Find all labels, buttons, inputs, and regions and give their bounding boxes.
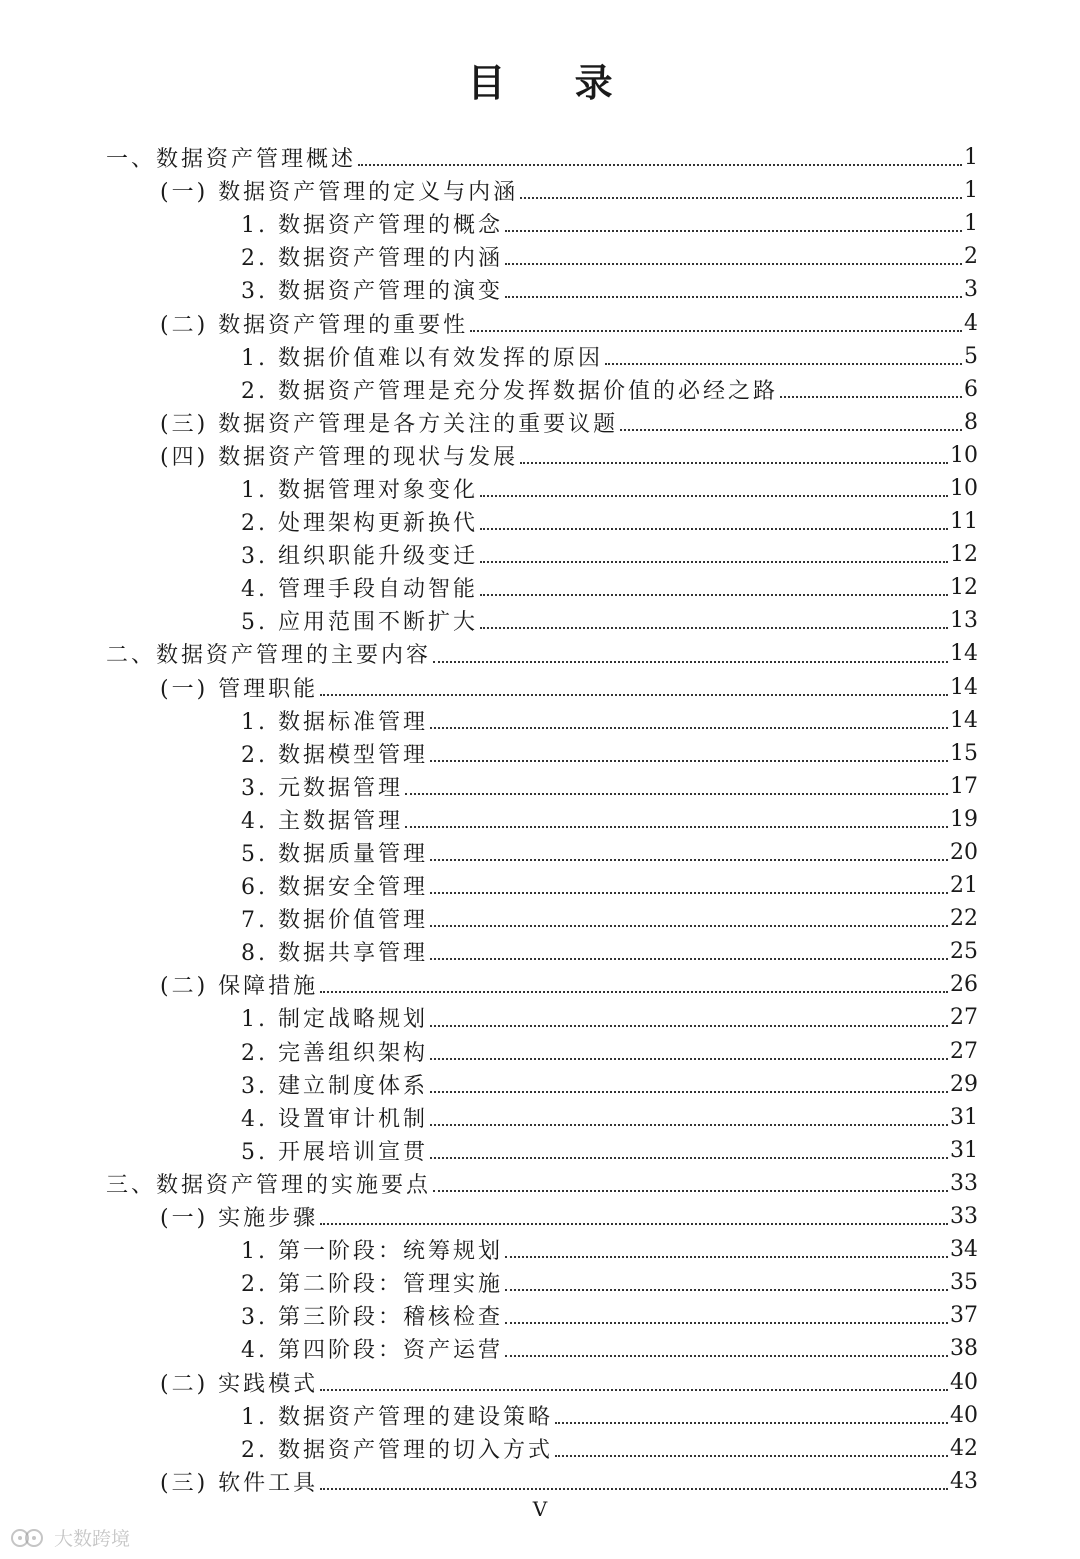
toc-entry-label: 4. 第四阶段：资产运营 [241, 1338, 503, 1364]
toc-entry[interactable] [0, 803, 1080, 836]
toc-entry-page: 31 [950, 1104, 978, 1130]
toc-entry-page: 19 [950, 806, 978, 832]
toc-entry[interactable] [0, 1233, 1080, 1266]
toc-entry-label: 5. 应用范围不断扩大 [241, 610, 478, 636]
toc-entry[interactable] [0, 538, 1080, 571]
toc-entry-label: 一、数据资产管理概述 [106, 147, 357, 173]
toc-entry-page: 14 [950, 641, 978, 667]
toc-entry[interactable] [0, 935, 1080, 968]
toc-entry[interactable] [0, 273, 1080, 306]
toc-entry-label: (二) 数据资产管理的重要性 [160, 312, 469, 338]
toc-entry[interactable] [0, 1465, 1080, 1498]
toc-entry-page: 17 [950, 773, 978, 799]
toc-dot-leader [430, 1025, 948, 1027]
toc-entry[interactable] [0, 439, 1080, 472]
toc-entry-label: 1. 第一阶段：统筹规划 [241, 1239, 503, 1265]
toc-entry[interactable] [0, 1365, 1080, 1398]
toc-entry-label: (三) 软件工具 [160, 1470, 319, 1496]
toc-entry-label: 3. 元数据管理 [241, 775, 403, 801]
toc-dot-leader [505, 296, 962, 298]
toc-dot-leader [430, 1124, 948, 1126]
toc-entry-page: 34 [950, 1237, 978, 1263]
toc-dot-leader [320, 1488, 948, 1490]
toc-entry-page: 33 [950, 1204, 978, 1230]
toc-dot-leader [430, 1058, 948, 1060]
toc-dot-leader [433, 1190, 948, 1192]
toc-dot-leader [605, 363, 962, 365]
toc-entry[interactable] [0, 737, 1080, 770]
toc-entry-page: 25 [950, 939, 978, 965]
toc-dot-leader [480, 528, 948, 530]
toc-entry[interactable] [0, 1035, 1080, 1068]
toc-entry-label: 7. 数据价值管理 [241, 908, 428, 934]
toc-entry[interactable] [0, 671, 1080, 704]
toc-entry-page: 21 [950, 873, 978, 899]
toc-entry-page: 13 [950, 608, 978, 634]
toc-entry-label: (一) 数据资产管理的定义与内涵 [160, 180, 519, 206]
toc-dot-leader [520, 462, 948, 464]
toc-dot-leader [405, 826, 948, 828]
toc-entry-page: 1 [964, 178, 978, 204]
toc-dot-leader [430, 727, 948, 729]
toc-entry-label: 1. 数据管理对象变化 [241, 477, 478, 503]
toc-entry-label: 3. 第三阶段：稽核检查 [241, 1305, 503, 1331]
toc-entry-page: 12 [950, 575, 978, 601]
toc-dot-leader [358, 164, 962, 166]
toc-entry[interactable] [0, 571, 1080, 604]
toc-dot-leader [470, 330, 962, 332]
toc-entry[interactable] [0, 1101, 1080, 1134]
toc-dot-leader [505, 1322, 948, 1324]
toc-entry-label: 1. 制定战略规划 [241, 1007, 428, 1033]
toc-entry[interactable] [0, 406, 1080, 439]
toc-entry-page: 35 [950, 1270, 978, 1296]
toc-entry-label: 4. 管理手段自动智能 [241, 577, 478, 603]
toc-entry-label: 1. 数据标准管理 [241, 709, 428, 735]
watermark [10, 1524, 130, 1551]
toc-entry-page: 8 [964, 409, 978, 435]
toc-entry[interactable] [0, 637, 1080, 670]
toc-entry-page: 26 [950, 972, 978, 998]
toc-dot-leader [320, 1223, 948, 1225]
toc-entry-label: (三) 数据资产管理是各方关注的重要议题 [160, 411, 619, 437]
toc-entry-label: (四) 数据资产管理的现状与发展 [160, 444, 519, 470]
toc-dot-leader [430, 958, 948, 960]
toc-entry[interactable] [0, 869, 1080, 902]
toc-entry-label: 5. 开展培训宣贯 [241, 1139, 428, 1165]
toc-entry[interactable] [0, 1432, 1080, 1465]
toc-dot-leader [520, 197, 962, 199]
toc-entry-page: 15 [950, 740, 978, 766]
toc-entry-page: 27 [950, 1038, 978, 1064]
toc-entry-label: 2. 完善组织架构 [241, 1040, 428, 1066]
toc-entry[interactable] [0, 1134, 1080, 1167]
toc-dot-leader [320, 1389, 948, 1391]
toc-entry-label: 8. 数据共享管理 [241, 941, 428, 967]
toc-entry[interactable] [0, 472, 1080, 505]
toc-entry-page: 1 [964, 211, 978, 237]
toc-entry[interactable] [0, 174, 1080, 207]
toc-entry[interactable] [0, 1001, 1080, 1034]
toc-entry-page: 33 [950, 1170, 978, 1196]
toc-dot-leader [320, 694, 948, 696]
page-number: V [532, 1497, 548, 1521]
toc-entry-label: 2. 处理架构更新换代 [241, 511, 478, 537]
toc-entry-label: 4. 设置审计机制 [241, 1106, 428, 1132]
watermark-logo-icon [10, 1527, 50, 1549]
toc-entry-label: 1. 数据资产管理的建设策略 [241, 1404, 553, 1430]
table-of-contents [0, 141, 1080, 1498]
toc-entry-page: 37 [950, 1303, 978, 1329]
toc-entry[interactable] [0, 306, 1080, 339]
toc-entry[interactable] [0, 1299, 1080, 1332]
toc-dot-leader [480, 561, 948, 563]
toc-dot-leader [505, 1355, 948, 1357]
toc-entry-page: 1 [964, 145, 978, 171]
toc-entry[interactable] [0, 770, 1080, 803]
toc-dot-leader [620, 429, 962, 431]
toc-entry-label: 2. 第二阶段：管理实施 [241, 1272, 503, 1298]
toc-entry[interactable] [0, 240, 1080, 273]
page-title: 目 录 [467, 61, 641, 105]
toc-entry-page: 20 [950, 840, 978, 866]
toc-entry[interactable] [0, 1167, 1080, 1200]
toc-entry-page: 3 [964, 277, 978, 303]
toc-dot-leader [505, 1256, 948, 1258]
toc-dot-leader [320, 991, 948, 993]
toc-entry-page: 27 [950, 1005, 978, 1031]
toc-entry-page: 4 [964, 310, 978, 336]
toc-entry[interactable] [0, 1332, 1080, 1365]
toc-entry-label: 5. 数据质量管理 [241, 842, 428, 868]
toc-entry[interactable] [0, 1399, 1080, 1432]
toc-entry-label: (一) 实施步骤 [160, 1206, 319, 1232]
toc-entry-label: 1. 数据价值难以有效发挥的原因 [241, 345, 603, 371]
toc-dot-leader [780, 396, 962, 398]
toc-entry-label: 1. 数据资产管理的概念 [241, 213, 503, 239]
toc-entry-page: 2 [964, 244, 978, 270]
toc-entry-page: 38 [950, 1336, 978, 1362]
toc-entry[interactable] [0, 373, 1080, 406]
toc-entry-page: 43 [950, 1468, 978, 1494]
toc-dot-leader [430, 892, 948, 894]
toc-entry-page: 40 [950, 1369, 978, 1395]
toc-dot-leader [405, 793, 948, 795]
toc-entry-label: 2. 数据资产管理的内涵 [241, 246, 503, 272]
toc-dot-leader [430, 859, 948, 861]
toc-entry[interactable] [0, 141, 1080, 174]
toc-dot-leader [555, 1422, 948, 1424]
toc-entry-page: 6 [964, 376, 978, 402]
toc-dot-leader [505, 1289, 948, 1291]
toc-entry-page: 29 [950, 1071, 978, 1097]
toc-dot-leader [430, 760, 948, 762]
toc-entry-page: 31 [950, 1137, 978, 1163]
toc-entry[interactable] [0, 902, 1080, 935]
toc-entry-page: 10 [950, 442, 978, 468]
toc-entry-label: (二) 实践模式 [160, 1371, 319, 1397]
toc-dot-leader [430, 1157, 948, 1159]
toc-dot-leader [430, 1091, 948, 1093]
toc-entry-label: 二、数据资产管理的主要内容 [106, 643, 432, 669]
toc-entry-page: 5 [964, 343, 978, 369]
toc-entry-page: 14 [950, 674, 978, 700]
toc-dot-leader [480, 627, 948, 629]
toc-entry[interactable] [0, 1266, 1080, 1299]
toc-entry[interactable] [0, 207, 1080, 240]
toc-entry-page: 40 [950, 1402, 978, 1428]
toc-entry-page: 14 [950, 707, 978, 733]
watermark-text: 大数跨境 [54, 1528, 131, 1550]
toc-dot-leader [505, 263, 962, 265]
toc-entry-label: 2. 数据资产管理的切入方式 [241, 1437, 553, 1463]
toc-entry-label: 4. 主数据管理 [241, 808, 403, 834]
toc-entry[interactable] [0, 836, 1080, 869]
toc-entry[interactable] [0, 604, 1080, 637]
toc-entry[interactable] [0, 1200, 1080, 1233]
toc-dot-leader [433, 661, 948, 663]
toc-entry-label: 三、数据资产管理的实施要点 [106, 1172, 432, 1198]
toc-dot-leader [480, 594, 948, 596]
toc-entry-label: 3. 建立制度体系 [241, 1073, 428, 1099]
toc-entry-page: 12 [950, 542, 978, 568]
toc-dot-leader [430, 925, 948, 927]
toc-entry-page: 22 [950, 906, 978, 932]
toc-entry-label: (二) 保障措施 [160, 974, 319, 1000]
toc-entry[interactable] [0, 704, 1080, 737]
toc-entry-label: 6. 数据安全管理 [241, 875, 428, 901]
toc-entry-label: 3. 数据资产管理的演变 [241, 279, 503, 305]
toc-entry[interactable] [0, 505, 1080, 538]
toc-entry[interactable] [0, 340, 1080, 373]
toc-entry[interactable] [0, 968, 1080, 1001]
toc-entry-label: 2. 数据模型管理 [241, 742, 428, 768]
toc-entry-label: 2. 数据资产管理是充分发挥数据价值的必经之路 [241, 378, 778, 404]
toc-dot-leader [505, 230, 962, 232]
toc-entry-label: (一) 管理职能 [160, 676, 319, 702]
toc-entry-page: 11 [950, 509, 978, 535]
toc-dot-leader [480, 495, 948, 497]
toc-entry-page: 10 [950, 475, 978, 501]
toc-dot-leader [555, 1455, 948, 1457]
toc-entry[interactable] [0, 1068, 1080, 1101]
toc-entry-page: 42 [950, 1435, 978, 1461]
toc-entry-label: 3. 组织职能升级变迁 [241, 544, 478, 570]
